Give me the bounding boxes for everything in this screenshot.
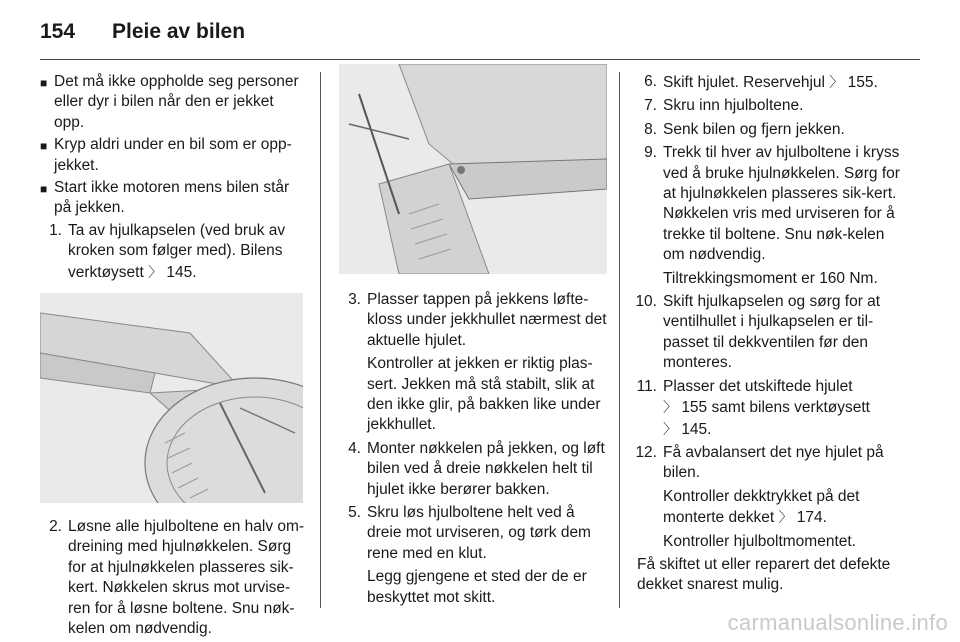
step-9: 9. Trekk til hver av hjulboltene i kryss ved å bruke hjulnøkkelen. Sørg for at hjulnøkkelen plasseres sik-kert. Nøkkelen vris med urviseren for å trekke til boltene. Snu nøk-kelen om nødvendig. xyxy=(644,144,900,264)
jack-under-car-illustration xyxy=(339,64,607,274)
jack-placement-illustration xyxy=(339,64,607,274)
step-9-note: Tiltrekkingsmoment er 160 Nm. xyxy=(663,269,878,287)
square-bullet-icon: ■ xyxy=(40,139,48,154)
square-bullet-icon: ■ xyxy=(40,182,48,197)
step-4: 4. Monter nøkkelen på jekken, og løft bilen ved å dreie nøkkelen helt til hjulet ikke berører bakken. xyxy=(348,439,605,498)
page-reference-arrow-icon: 〉 xyxy=(663,399,677,416)
square-bullet-icon: ■ xyxy=(40,76,48,90)
page-reference[interactable]: 155. xyxy=(847,74,878,91)
watermark: carmanualsonline.info xyxy=(727,610,948,635)
step-5: 5. Skru løs hjulboltene helt ved å dreie mot urviseren, og tørk dem rene med en klut. xyxy=(348,504,591,562)
step-3: 3. Plasser tappen på jekkens løfte-kloss under jekkhullet nærmest det aktuelle hjulet. xyxy=(348,291,607,349)
column-2 xyxy=(339,64,607,611)
column-3 xyxy=(635,72,905,596)
page-reference[interactable]: 145. xyxy=(681,420,712,438)
step-12-note-1: Kontroller dekktrykket på det monterte dekket 〉 174. xyxy=(663,487,860,527)
page-number: 154 xyxy=(40,20,76,43)
wheel-arch-illustration xyxy=(40,293,303,503)
warning-bullet: ■ Start ikke motoren mens bilen står på jekken. xyxy=(40,178,305,219)
step-12-note-2: Kontroller hjulboltmomentet. xyxy=(663,532,856,550)
warning-bullet: ■ Det må ikke oppholde seg personer eller dyr i bilen når den er jekket opp. xyxy=(40,72,305,133)
page-reference[interactable]: 155 samt bilens verktøysett xyxy=(681,399,870,417)
step-12: 12. Få avbalansert det nye hjulet på bilen. xyxy=(635,443,884,482)
page-reference[interactable]: 145. xyxy=(166,263,197,281)
column-divider-2 xyxy=(619,72,620,608)
page-reference[interactable]: 174. xyxy=(796,509,827,527)
wheel-cover-illustration xyxy=(40,293,303,503)
step-2: 2. Løsne alle hjulboltene en halv om-dreining med hjulnøkkelen. Sørg for at hjulnøkkelen plasseres sik-kert. Nøkkelen skrus mot urvise-ren for å løsne boltene. Snu nøk-kelen om nødvendig. xyxy=(49,518,305,638)
step-8: 8. Senk bilen og fjern jekken. xyxy=(644,120,845,138)
page-header xyxy=(40,20,245,46)
header-divider xyxy=(40,59,920,60)
page-reference-arrow-icon: 〉 xyxy=(148,263,163,280)
column-1 xyxy=(40,72,305,642)
step-7: 7. Skru inn hjulboltene. xyxy=(644,97,804,115)
page-reference-arrow-icon: 〉 xyxy=(663,420,677,437)
page-reference-arrow-icon: 〉 xyxy=(778,509,793,526)
step-1: 1. Ta av hjulkapselen (ved bruk av kroken som følger med). Bilens verktøysett 〉 145. xyxy=(49,221,286,281)
step-6: 6. Skift hjulet. Reservehjul 〉 155. xyxy=(644,73,878,91)
page-reference-arrow-icon: 〉 xyxy=(829,74,844,90)
closing-note: Få skiftet ut eller reparert det defekte dekket snarest mulig. xyxy=(637,555,891,594)
column-divider-1 xyxy=(320,72,321,608)
step-11: 11. Plasser det utskiftede hjulet 〉 155 samt bilens verktøysett 〉 145. xyxy=(636,377,870,438)
step-5-note: Legg gjengene et sted der de er beskyttet mot skitt. xyxy=(367,568,587,606)
step-3-note: Kontroller at jekken er riktig plas-sert. Jekken må stå stabilt, slik at den ikke glir, på bakken like under jekkhullet. xyxy=(367,355,601,434)
warning-bullet: ■ Kryp aldri under en bil som er opp-jekket. xyxy=(40,135,305,176)
page-title: Pleie av bilen xyxy=(112,20,246,43)
step-10: 10. Skift hjulkapselen og sørg for at ventilhullet i hjulkapselen er til-passet til dekkventilen før den monteres. xyxy=(635,293,881,372)
